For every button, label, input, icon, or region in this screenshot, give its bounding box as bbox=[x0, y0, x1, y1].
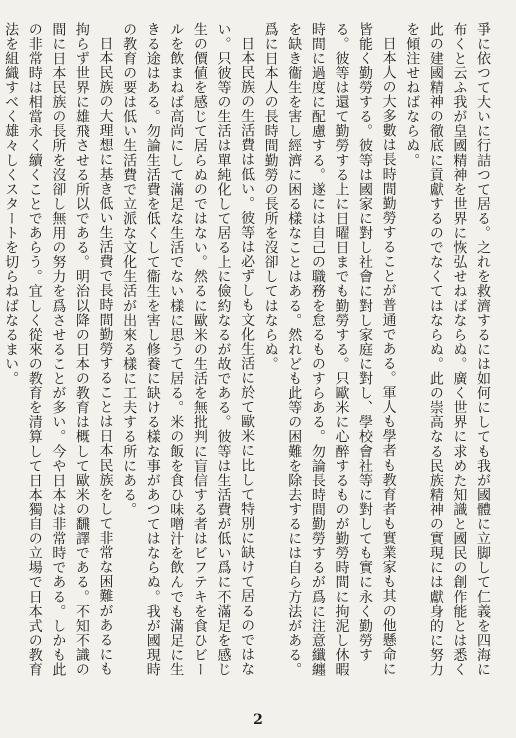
paragraph-3: 日本民族の生活費は低い。彼等は必ずしも文化生活に於て歐米に比して特別に缺けて居るのではない。只彼等の生活は單純化して居る上に儉約なるが故である。彼等は生活費が低い爲に不滿足を感じ生の價値を感じて居らぬのではない。然るに歐米の生活を無批判に盲信する者はビフテキを食ひビールを飲まねば高尚にして滿足な生活でない樣に思うて居る。米の飯を食ひ味噌汁を飲んでも滿足に生きる途はある。勿論生活費を低くして衞生を害し修養に缺ける樣な事があつてはならぬ。我が國現時の教育の要は低い生活費で立派な文化生活が出來る樣に工夫する所にある。 bbox=[121, 22, 256, 677]
paragraph-1: 爭に依つて大いに行詰つて居る。之れを救濟するには如何にしても我が國體に立脚して仁義を四海に布くと云ふ我が皇國精神を世界に恢弘せねばならぬ。廣く世界に求めた知識と國民の創作能とは悉く此の建國精神の徹底に貢獻するのでなくてはならぬ。此の崇高なる民族精神の實現には獻身的に努力を傾注せねばならぬ。 bbox=[404, 22, 491, 677]
page-number: 2 bbox=[253, 712, 263, 728]
vertical-text-body bbox=[3, 22, 494, 690]
paragraph-4: 日本民族の大理想に基き低い生活費で長時間勤勞することは日本民族をして非常な困難があるにも拘らず世界に雄飛させる所以である。明治以降の日本の教育は概して歐米の飜譯である。不知不識の間に日本民族の長所を沒卻し無用の努力を爲させることが多い。今や日本は非常時である。しかも此の非常時は相當永く續くことであらう。宜しく從來の教育を清算して日本獨自の立場で日本式の教育法を組織すべく雄々しくスタートを切らねばなるまい。 bbox=[3, 22, 114, 677]
paragraph-2: 日本人の大多數は長時間勤勞することが普通である。軍人も學者も教育者も實業家も其の他懸命に皆能く勤勞する。彼等は國家に對し社會に對し家庭に對し、學校會社等に對しても實に永く勤勞する。彼等は還て勤勞する上に日曜日までも勤勞する。只歐米に心醉するものが勤勞時間に拘泥し休暇時間に過度に配慮する。遂には自己の職務を怠るものすらある。勿論長時間勤勞するが爲に注意纖纏を缺き衞生を害し經濟に困る樣なことはある。然れども此等の困難を除去するには自ら方法がある。爲に日本人の長時間勤勞の長所を沒卻してはならぬ。 bbox=[262, 22, 397, 677]
